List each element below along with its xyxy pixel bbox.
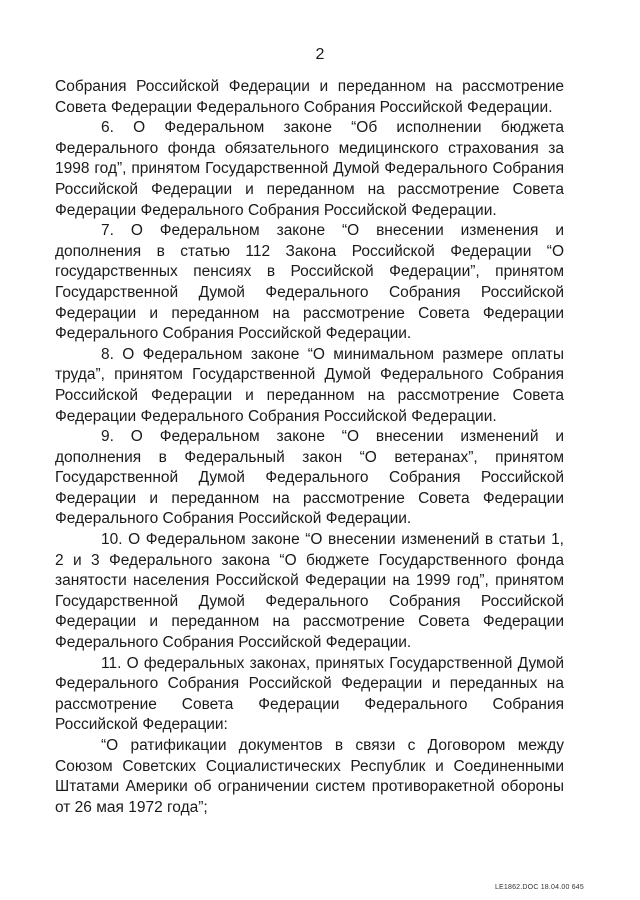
page-number: 2: [315, 46, 325, 63]
paragraph-item-9: 9. О Федеральном законе “О внесении изменений и дополнения в Федеральный закон “О ветеранах”, принятом Государственной Думой Федерального Собрания Российской Федерации и переданном на рассмотрение Совета Федерации Федерального Собрания Российской Федерации.: [55, 428, 564, 528]
paragraph-item-11: 11. О федеральных законах, принятых Государственной Думой Федерального Собрания Российской Федерации и переданных на рассмотрение Совета Федерации Федерального Собрания Российской Федерации:: [55, 654, 564, 734]
paragraph-item-11-law-1: “О ратификации документов в связи с Договором между Союзом Советских Социалистических Республик и Соединенными Штатами Америки об ограничении систем противоракетной обороны от 26 мая 1972 года”;: [55, 737, 564, 816]
document-body: [55, 77, 564, 818]
paragraph-item-7: 7. О Федеральном законе “О внесении изменения и дополнения в статью 112 Закона Российской Федерации “О государственных пенсиях в Российской Федерации”, принятом Государственной Думой Федерального Собрания Российской Федерации и переданном на рассмотрение Совета Федерации Федерального Собрания Российской Федерации.: [55, 222, 564, 343]
footer-document-code: LE1862.DOC 18.04.00 645: [494, 884, 584, 891]
paragraph-continuation: Собрания Российской Федерации и переданном на рассмотрение Совета Федерации Федерального Собрания Российской Федерации.: [55, 78, 564, 116]
paragraph-item-8: 8. О Федеральном законе “О минимальном размере оплаты труда”, принятом Государственной Думой Федерального Собрания Российской Федерации и переданном на рассмотрение Совета Федерации Федерального Собрания Российской Федерации.: [55, 345, 564, 425]
paragraph-item-10: 10. О Федеральном законе “О внесении изменений в статьи 1, 2 и 3 Федерального закона “О бюджете Государственного фонда занятости населения Российской Федерации на 1999 год”, принятом Государственной Думой Федерального Собрания Российской Федерации и переданном на рассмотрение Совета Федерации Федерального Собрания Российской Федерации.: [55, 531, 564, 652]
paragraph-item-6: 6. О Федеральном законе “Об исполнении бюджета Федерального фонда обязательного медицинского страхования за 1998 год”, принятом Государственной Думой Федерального Собрания Российской Федерации и переданном на рассмотрение Совета Федерации Федерального Собрания Российской Федерации.: [55, 119, 564, 219]
